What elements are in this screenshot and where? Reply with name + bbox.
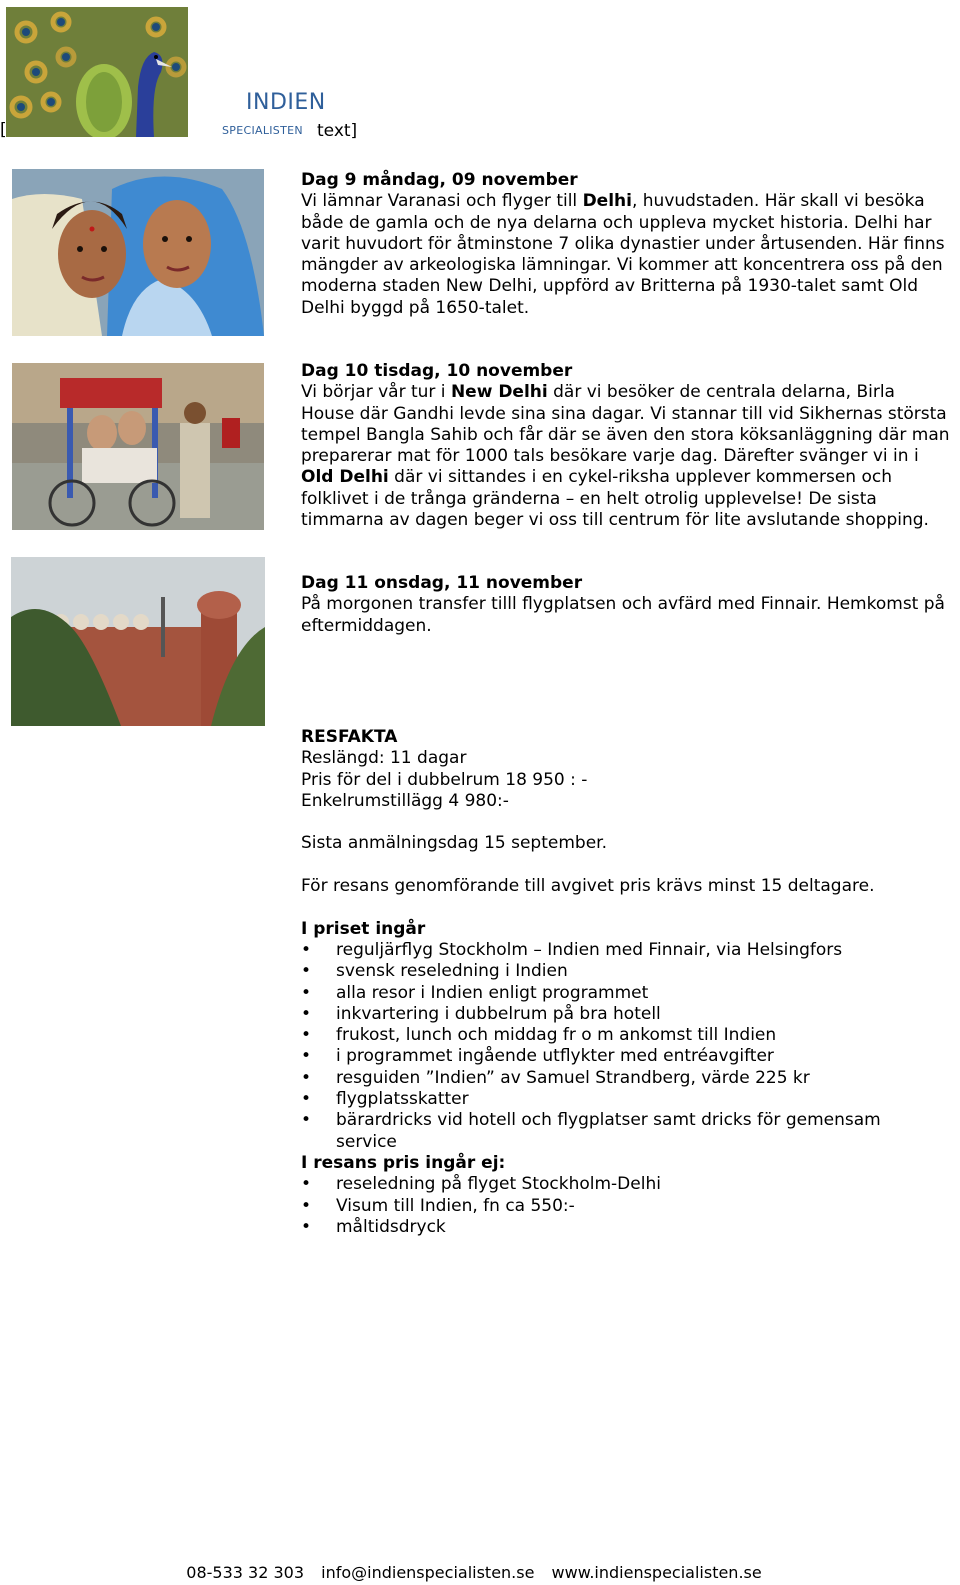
- resfakta-section: [301, 727, 953, 1238]
- day-9-section: [301, 170, 953, 319]
- price-double-room: Pris för del i dubbelrum 18 950 : -: [301, 769, 588, 790]
- day-11-section: [301, 573, 953, 637]
- two-women-photo: [12, 169, 264, 336]
- footer-website[interactable]: www.indienspecialisten.se: [551, 1563, 762, 1582]
- day-10-bold-old-delhi: Old Delhi: [301, 467, 389, 488]
- day-9-text-a: Vi lämnar Varanasi och flyger till: [301, 191, 583, 212]
- list-item: • reguljärflyg Stockholm – Indien med Finnair, via Helsingfors: [301, 940, 953, 961]
- excluded-list: [301, 1174, 953, 1238]
- logo-subtitle: SPECIALISTEN: [222, 124, 303, 137]
- list-item: • i programmet ingående utflykter med entréavgifter: [301, 1046, 953, 1067]
- red-fort-photo: [11, 557, 265, 726]
- excluded-heading: I resans pris ingår ej:: [301, 1152, 506, 1173]
- day-10-section: [301, 361, 953, 531]
- footer-phone: 08-533 32 303: [186, 1563, 305, 1582]
- resfakta-heading: RESFAKTA: [301, 727, 398, 747]
- day-10-text: [301, 382, 953, 531]
- day-10-text-b: där vi besöker de centrala delarna, Birla House där Gandhi levde sina sina dagar. Vi stannar till vid Sikhernas största tempel Bangla Sahib och får där se även den stora köksanläggning där man preparerar mat för 1000 tals besökare varje dag. Därefter svänger vi in i: [301, 382, 950, 467]
- day-10-bold-new-delhi: New Delhi: [450, 382, 548, 403]
- registration-deadline: Sista anmälningsdag 15 september.: [301, 833, 607, 854]
- list-item: • Visum till Indien, fn ca 550:-: [301, 1196, 953, 1217]
- bracket-close: text]: [317, 121, 358, 141]
- day-11-title: Dag 11 onsdag, 11 november: [301, 573, 583, 593]
- day-10-text-a: Vi börjar vår tur i: [301, 382, 451, 403]
- included-list: [301, 940, 953, 1153]
- list-item: • svensk reseledning i Indien: [301, 961, 953, 982]
- peacock-photo: [6, 7, 188, 137]
- trip-length: Reslängd: 11 dagar: [301, 748, 467, 769]
- day-9-bold-delhi: Delhi: [582, 191, 632, 212]
- list-item: • alla resor i Indien enligt programmet: [301, 983, 953, 1004]
- minimum-participants: För resans genomförande till avgivet pris krävs minst 15 deltagare.: [301, 876, 875, 897]
- included-heading: I priset ingår: [301, 918, 426, 939]
- list-item: • flygplatsskatter: [301, 1089, 953, 1110]
- list-item: • måltidsdryck: [301, 1217, 953, 1238]
- list-item: • inkvartering i dubbelrum på bra hotell: [301, 1004, 953, 1025]
- day-10-text-c: där vi sittandes i en cykel-riksha upplever kommersen och folklivet i de trånga gränderna – en helt otrolig upplevelse! De sista timmarna av dagen beger vi oss till centrum för lite avslutande shopping.: [301, 467, 929, 531]
- single-room-supplement: Enkelrumstillägg 4 980:-: [301, 790, 509, 811]
- day-10-title: Dag 10 tisdag, 10 november: [301, 361, 573, 381]
- list-item: • resguiden ”Indien” av Samuel Strandberg, värde 225 kr: [301, 1068, 953, 1089]
- day-9-text: [301, 191, 953, 319]
- day-9-text-b: , huvudstaden. Här skall vi besöka både de gamla och de nya delarna och uppleva mycket historia. Delhi har varit huvudort för åtminstone 7 olika dynastier under årtusenden. Här finns mängder av arkeologiska lämningar. Vi kommer att koncentrera oss på den moderna staden New Delhi, uppförd av Britterna på 1930-talet samt Old Delhi byggd på 1650-talet.: [301, 191, 945, 318]
- rickshaw-photo: [12, 363, 264, 530]
- footer: [0, 1562, 960, 1583]
- list-item: • bärardricks vid hotell och flygplatser samt dricks för gemensam service: [301, 1110, 953, 1153]
- footer-email[interactable]: info@indienspecialisten.se: [321, 1563, 535, 1582]
- day-11-text: På morgonen transfer tilll flygplatsen och avfärd med Finnair. Hemkomst på eftermiddagen.: [301, 594, 945, 636]
- logo-title: INDIEN: [246, 90, 326, 115]
- bracket-open: [: [0, 120, 7, 140]
- list-item: • reseledning på flyget Stockholm-Delhi: [301, 1174, 953, 1195]
- list-item: • frukost, lunch och middag fr o m ankomst till Indien: [301, 1025, 953, 1046]
- day-9-title: Dag 9 måndag, 09 november: [301, 170, 578, 190]
